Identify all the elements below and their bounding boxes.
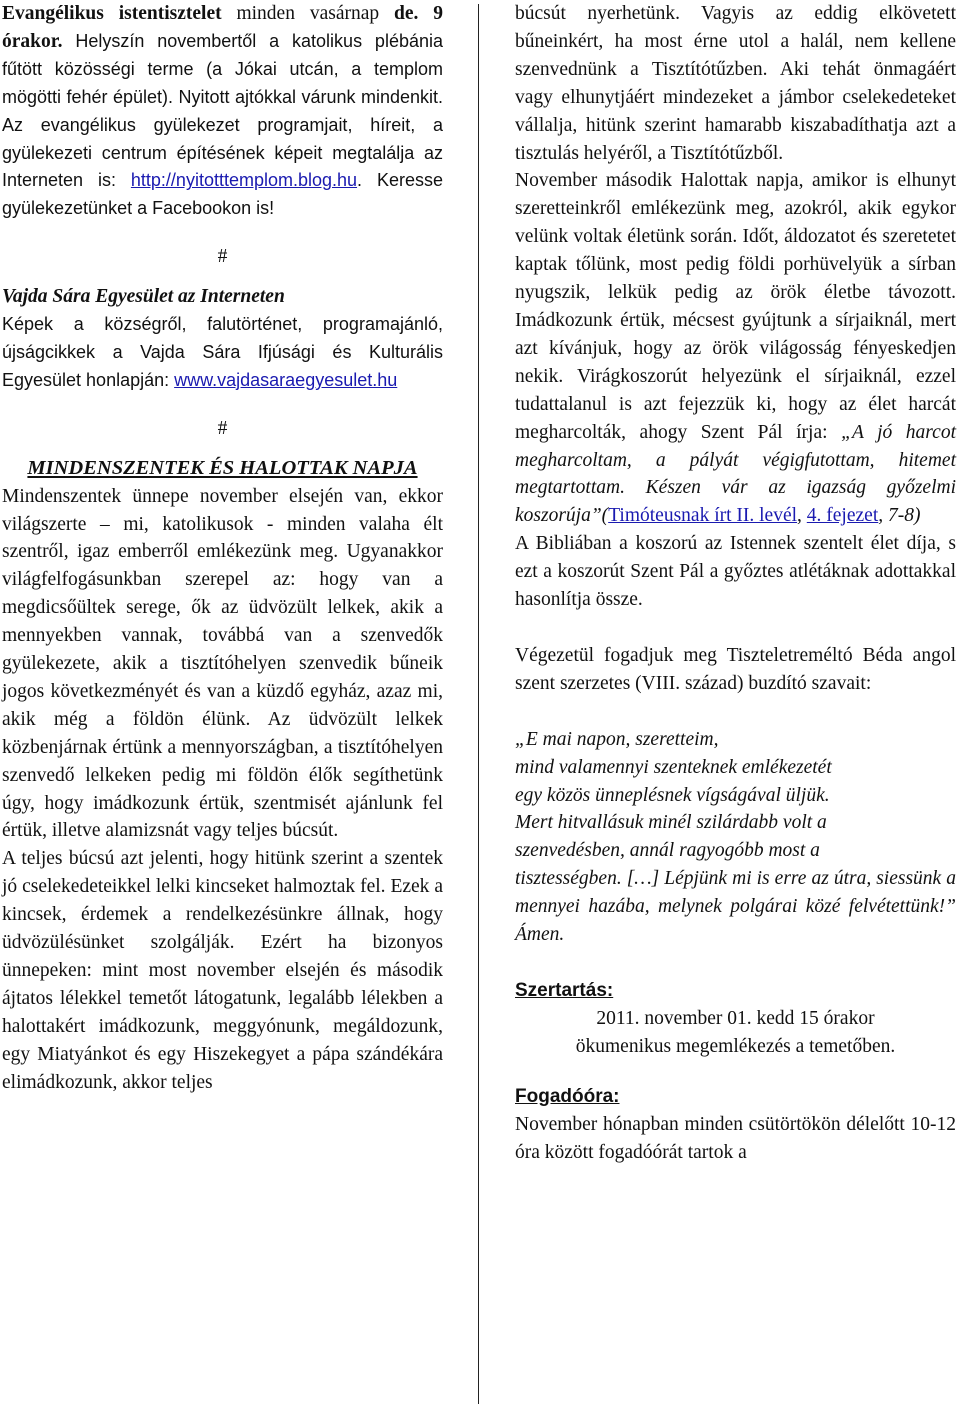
quote-line: egy közös ünneplésnek vígságával üljük. — [515, 784, 830, 806]
article-paragraph-3: búcsút nyerhetünk. Vagyis az eddig elkövetett bűneinkért, ha most érne utol a halál, nem kellene szenvednünk a Tisztítótűzben. Aki tehát önmagáért vagy elhunytjáért mindezeket a jámbor cselekedeteket vállalja, hitünk szerint hamarabb kiszabadíthatja azt a tisztulás helyéről, a Tisztítótűzből. — [515, 3, 956, 164]
spacer — [515, 698, 956, 726]
article-paragraph-5: A Bibliában a koszorú az Istennek szentelt élet díja, s ezt a koszorút Szent Pál a győztes atlétáknak adottakkal hasonlítja össze. — [515, 533, 956, 611]
bible-comma: , — [797, 505, 807, 527]
left-column — [2, 0, 443, 1097]
spacer — [515, 1061, 956, 1083]
service-text: minden vasárnap — [221, 3, 380, 24]
beda-quote — [515, 726, 956, 949]
bible-quote: „A jó harcot megharcoltam, a pályát végigfutottam, hitemet megtartottam. Készen vár az igazság győzelmi koszorúja”( — [515, 421, 956, 527]
article-paragraph-2: A teljes búcsú azt jelenti, hogy hitünk szerint a szentek jó cselekedeteikkel lelki kincseket halmoztak fel. Ezek a kincsek, érdemek a rendelkezésünkre állnak, hogy üdvözülésünket szolgálják. Ezért ha bizonyos ünnepeken: mint most november elsején és második ájtatos lélekkel temetőt látogatunk, legalább lélekben a halottakért imádkozunk, meggyónunk, megáldozunk, egy Miatyánkot és egy Hiszekegyet a pápa szándékára elimádkozunk, akkor teljes — [2, 848, 443, 1093]
szertartas-line-2: ökumenikus megemlékezés a temetőben. — [575, 1035, 896, 1057]
quote-line: mind valamennyi szenteknek emlékezetét — [515, 756, 832, 778]
section-separator: # — [217, 246, 228, 268]
spacer — [515, 614, 956, 642]
blog-link[interactable]: http://nyitotttemplom.blog.hu — [130, 170, 358, 191]
article-paragraph-4 — [515, 167, 956, 530]
column-divider — [478, 4, 479, 1404]
service-details: Helyszín novembertől a katolikus plébánia fűtött közösségi terme (a Jókai utcán, a templom mögötti fehér épület). Nyitott ajtókkal várunk mindenkit. Az evangélikus gyülekezet programjait, híreit, a gyülekezeti centrum építésének képeit megtalálja az Interneten is: — [2, 30, 443, 191]
fogadoora-text: November hónapban minden csütörtökön délelőtt 10-12 óra között fogadóórát tartok a — [515, 1113, 956, 1163]
right-column — [515, 0, 956, 1166]
quote-line: szenvedésben, annál ragyogóbb most a — [515, 840, 820, 862]
szertartas-heading: Szertartás: — [515, 980, 614, 1001]
service-title: Evangélikus istentisztelet — [2, 3, 222, 24]
spacer — [515, 949, 956, 977]
intro-paragraph — [2, 0, 443, 223]
vajda-heading: Vajda Sára Egyesület az Interneten — [2, 286, 285, 308]
vajda-paragraph — [2, 311, 443, 395]
article-title: MINDENSZENTEK ÉS HALOTTAK NAPJA — [27, 456, 418, 479]
section-separator: # — [217, 417, 228, 439]
bible-verse: , 7-8) — [878, 505, 921, 527]
halottak-napja-text: November második Halottak napja, amikor is elhunyt szeretteinkről emlékezünk meg, azokról, akik egykor velünk voltak életünk során. Időt, áldozatot és szeretetet kaptak tőlünk, most pedig földi porhüvelyük a sírban nyugszik, lelkük pedig az örök életbe távozott. Imádkozunk értük, mécsest gyújtunk a sírjaiknál, mert azt kívánjuk, hogy az örök világosság fényeskedjen nekik. Virágkoszorút helyezünk el sírjaiknál, ezzel tudattalanul is azt fejezzük ki, hogy az élet harcát megharcolták, ahogy Szent Pál írja: — [515, 170, 956, 443]
facebook-text: . Keresse gyülekezetünket a Facebookon is! — [2, 170, 443, 219]
quote-line: „E mai napon, szeretteim, — [515, 728, 719, 750]
fogadoora-heading: Fogadóóra: — [515, 1085, 620, 1107]
quote-rest: tisztességben. […] Lépjünk mi is erre az útra, siessünk a mennyei hazába, melynek polgárai közé felvétettünk!” Ámen. — [515, 868, 956, 946]
service-time: de. 9 órakor. — [2, 3, 444, 52]
vajda-link[interactable]: www.vajdasaraegyesulet.hu — [174, 369, 398, 390]
bible-link-letter[interactable]: Timóteusnak írt II. levél — [608, 505, 798, 527]
szertartas-line-1: 2011. november 01. kedd 15 órakor — [596, 1007, 875, 1029]
bible-link-chapter[interactable]: 4. fejezet — [806, 505, 879, 527]
vajda-text: Képek a községről, falutörténet, programajánló, újságcikkek a Vajda Sára Ifjúsági és Kulturális Egyesület honlapján: — [2, 314, 443, 390]
quote-line: Mert hitvallásuk minél szilárdabb volt a — [515, 812, 827, 834]
article-paragraph-1: Mindenszentek ünnepe november elsején van, ekkor világszerte – mi, katolikusok - minden valaha élt szentről, igaz emberről emlékezünk meg. Ugyanakkor világfelfogásunkban szerepel az: hogy van a megdicsőültek serege, ők az üdvözült lelkek, akik a mennyekben vannak, továbbá van a szenvedők gyülekezete, akik a tisztítóhelyen szenvedik bűneik jogos következményét és van a küzdő egyház, azaz mi, akik még a földön élünk. Az üdvözült lelkek közbenjárnak értünk a mennyországban, a tisztítóhelyen szenvedő lelkeken pedig mi földön élők segíthetünk úgy, hogy imádkozunk értük, szentmisét ajánlunk fel értük, illetve alamizsnát vagy teljes búcsút. — [2, 485, 443, 842]
article-paragraph-6: Végezetül fogadjuk meg Tiszteletreméltó Béda angol szent szerzetes (VIII. század) buzdító szavait: — [515, 644, 956, 694]
